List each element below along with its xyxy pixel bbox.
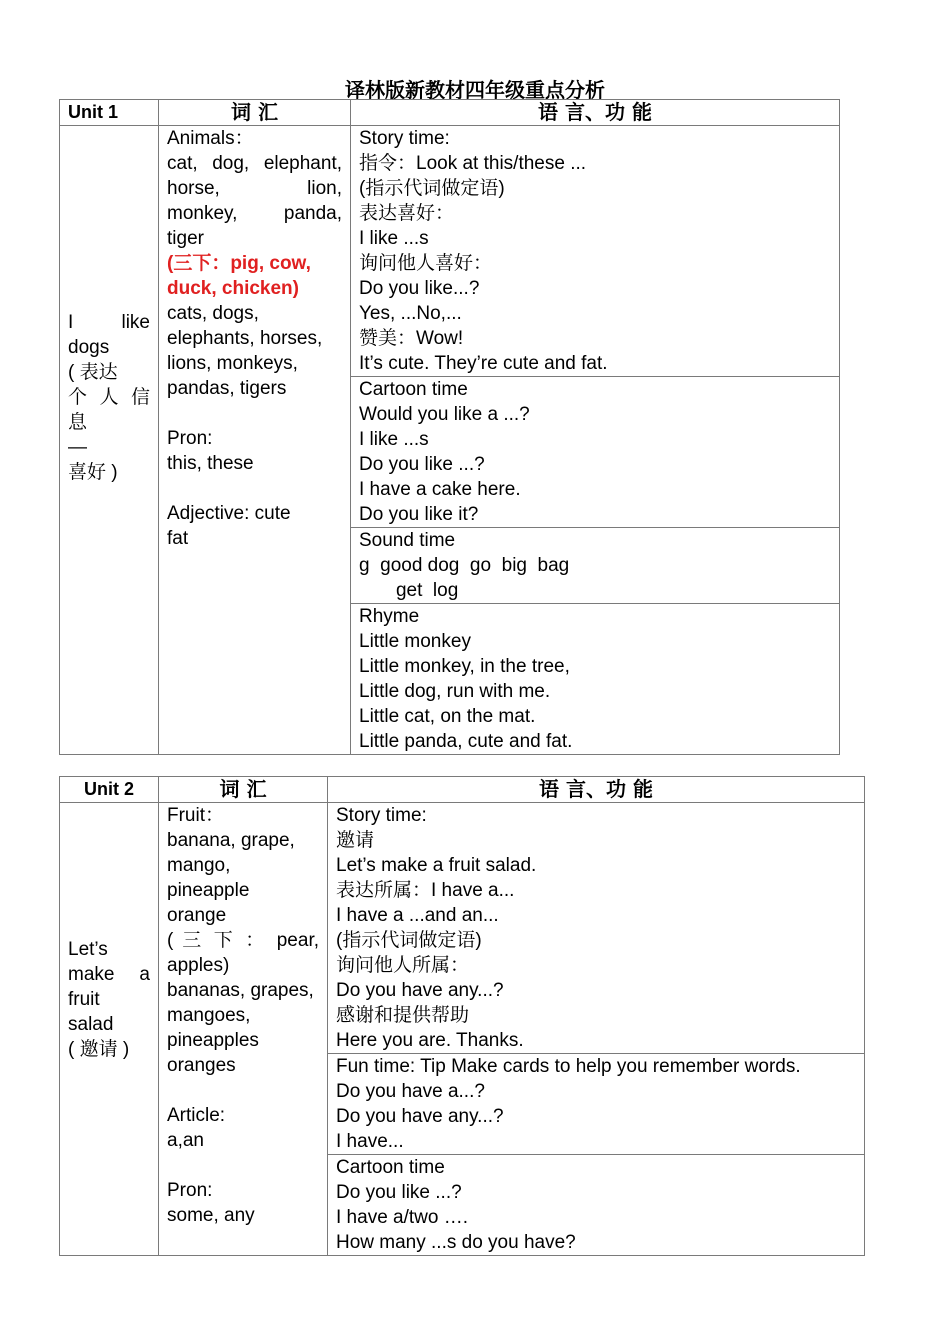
- section-line: get log: [359, 580, 459, 601]
- vocab-line: fat: [167, 528, 189, 549]
- section-line: Do you have a...?: [336, 1081, 485, 1102]
- section-line: 询问他人所属：: [336, 955, 470, 976]
- section-line: Little monkey: [359, 631, 471, 652]
- vocab-line: [167, 1153, 319, 1178]
- section-line: 感谢和提供帮助: [336, 1005, 470, 1026]
- vocab-line: bananas, grapes,: [167, 980, 314, 1001]
- section-line: Fun time: Tip Make cards to help you remember words.: [336, 1056, 801, 1077]
- vocab-line: cats, dogs,: [167, 303, 259, 324]
- vocab-line: [167, 401, 342, 426]
- vocab-line: some, any: [167, 1205, 255, 1226]
- unit2-vocab-header: 词 汇: [159, 777, 328, 803]
- unit2-topic-line: Let’s: [68, 938, 108, 960]
- section-line: 邀请: [336, 830, 375, 851]
- section-line: Do you have any...?: [336, 980, 504, 1001]
- unit1-sound-time-cell: [351, 528, 840, 604]
- section-line: How many ...s do you have?: [336, 1232, 576, 1253]
- section-line: I like ...s: [359, 429, 429, 450]
- unit2-topic-line: make a: [68, 963, 150, 985]
- unit1-topic-line: —: [68, 437, 87, 458]
- unit2-fun-time-cell: [328, 1054, 865, 1155]
- unit1-topic-line: 息: [68, 412, 88, 433]
- section-line: 表达喜好：: [359, 203, 455, 224]
- unit1-vocab-header: 词 汇: [159, 100, 351, 126]
- unit1-topic-line: 个 人 信: [68, 387, 150, 408]
- section-line: 表达所属：I have a...: [336, 880, 515, 901]
- unit2-topic-line: fruit: [68, 988, 100, 1010]
- unit1-topic-line: I like: [68, 312, 150, 333]
- section-line: Little dog, run with me.: [359, 681, 551, 702]
- vocab-line: lions, monkeys,: [167, 353, 298, 374]
- vocab-line: banana, grape,: [167, 830, 295, 851]
- section-line: I have a cake here.: [359, 479, 521, 500]
- section-line: Let’s make a fruit salad.: [336, 855, 537, 876]
- section-line: I like ...s: [359, 228, 429, 249]
- section-line: 指令：Look at this/these ...: [359, 153, 587, 174]
- vocab-line: pandas, tigers: [167, 378, 287, 399]
- section-line: (指示代词做定语): [336, 930, 482, 951]
- vocab-line: Pron:: [167, 1180, 213, 1201]
- section-line: Rhyme: [359, 606, 420, 627]
- unit2-story-time-cell: [328, 803, 865, 1054]
- unit2-vocab-cell: [159, 803, 328, 1256]
- section-line: Little cat, on the mat.: [359, 706, 536, 727]
- vocab-line: Fruit：: [167, 805, 225, 826]
- vocab-line: apples): [167, 955, 230, 976]
- section-line: Story time:: [336, 805, 427, 826]
- vocab-line: tiger: [167, 228, 204, 249]
- vocab-line: Adjective: cute: [167, 503, 291, 524]
- vocab-line: Article:: [167, 1105, 226, 1126]
- vocab-line: mangoes,: [167, 1005, 251, 1026]
- vocab-line: Animals：: [167, 128, 254, 149]
- section-line: 询问他人喜好：: [359, 253, 493, 274]
- unit2-topic-line: salad: [68, 1013, 114, 1035]
- unit1-header-row: [60, 100, 840, 126]
- unit2-table: [59, 776, 865, 1256]
- section-line: 赞美：Wow!: [359, 328, 464, 349]
- vocab-line: pineapple: [167, 880, 250, 901]
- vocab-line: elephants, horses,: [167, 328, 323, 349]
- section-line: Do you like ...?: [359, 454, 485, 475]
- vocab-line: mango,: [167, 855, 231, 876]
- vocab-line: ( 三 下 ： pear,: [167, 930, 319, 951]
- vocab-line: this, these: [167, 453, 254, 474]
- section-line: I have a/two ….: [336, 1207, 469, 1228]
- unit2-label: Unit 2: [60, 777, 159, 803]
- unit1-table: [59, 99, 840, 755]
- unit1-topic-cell: [60, 126, 159, 755]
- vocab-red-line: (三下：pig, cow,: [167, 253, 311, 274]
- unit2-cartoon-time-cell: [328, 1155, 865, 1256]
- section-line: g good dog go big bag: [359, 555, 570, 576]
- section-line: I have...: [336, 1131, 404, 1152]
- vocab-line: oranges: [167, 1055, 236, 1076]
- unit1-cartoon-time-cell: [351, 377, 840, 528]
- section-line: Cartoon time: [359, 379, 468, 400]
- section-line: Story time:: [359, 128, 450, 149]
- unit1-rhyme-cell: [351, 604, 840, 755]
- section-line: It’s cute. They’re cute and fat.: [359, 353, 608, 374]
- section-line: Do you like...?: [359, 278, 480, 299]
- section-line: Yes, ...No,...: [359, 303, 462, 324]
- unit1-topic-line: 喜好 ): [68, 462, 118, 483]
- unit1-language-header: 语 言、功 能: [351, 100, 840, 126]
- unit1-vocab-cell: [159, 126, 351, 755]
- section-line: I have a ...and an...: [336, 905, 499, 926]
- vocab-line: [167, 476, 342, 501]
- section-line: Here you are. Thanks.: [336, 1030, 524, 1051]
- vocab-line: Pron:: [167, 428, 213, 449]
- section-line: Do you like ...?: [336, 1182, 462, 1203]
- section-line: Little monkey, in the tree,: [359, 656, 570, 677]
- page-title: 译林版新教材四年级重点分析: [345, 78, 605, 102]
- vocab-line: [167, 1078, 319, 1103]
- unit1-topic-line: dogs: [68, 337, 110, 358]
- vocab-line: a,an: [167, 1130, 204, 1151]
- unit1-label: Unit 1: [60, 100, 159, 126]
- section-line: Do you have any...?: [336, 1106, 504, 1127]
- unit1-story-time-cell: [351, 126, 840, 377]
- unit2-topic-cell: [60, 803, 159, 1256]
- vocab-line: orange: [167, 905, 227, 926]
- section-line: Do you like it?: [359, 504, 479, 525]
- unit2-topic-line: ( 邀请 ): [68, 1038, 130, 1060]
- section-line: (指示代词做定语): [359, 178, 505, 199]
- vocab-red-line: duck, chicken): [167, 278, 299, 299]
- vocab-line: pineapples: [167, 1030, 259, 1051]
- section-line: Would you like a ...?: [359, 404, 530, 425]
- vocab-line: monkey, panda,: [167, 203, 342, 224]
- unit1-topic-line: ( 表达: [68, 362, 118, 383]
- section-line: Sound time: [359, 530, 456, 551]
- section-line: Cartoon time: [336, 1157, 445, 1178]
- unit2-header-row: [60, 777, 865, 803]
- unit2-language-header: 语 言、功 能: [328, 777, 865, 803]
- section-line: Little panda, cute and fat.: [359, 731, 573, 752]
- vocab-line: horse, lion,: [167, 178, 342, 199]
- vocab-line: cat, dog, elephant,: [167, 153, 342, 174]
